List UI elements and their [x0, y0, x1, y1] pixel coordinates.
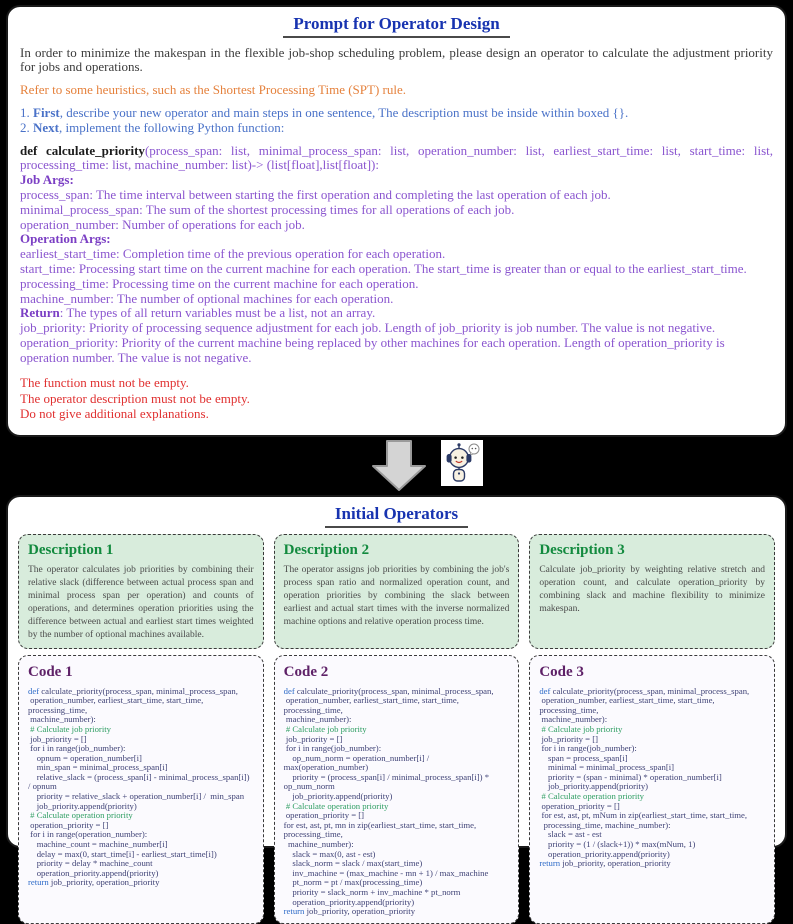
code-line: # Calculate operation priority	[28, 810, 133, 821]
constraints-list	[20, 375, 773, 422]
heuristic-hint-line: Refer to some heuristics, such as the Shortest Processing Time (SPT) rule.	[20, 82, 406, 98]
code-line: return job_priority, operation_priority	[28, 877, 160, 888]
operation-args-list	[20, 247, 773, 306]
code-line: # Calculate job priority	[539, 723, 623, 734]
code-line: for i in range(job_number):	[539, 743, 637, 754]
description-3-heading: Description 3	[539, 541, 625, 558]
code-line: for est, ast, pt, mn in zip(earliest_start_time, start_time, processing_time,	[283, 819, 479, 840]
description-card-3	[529, 534, 775, 649]
operation-args-heading: Operation Args:	[20, 231, 111, 247]
code-card-3	[529, 655, 775, 924]
code-line: operation_number, earliest_start_time, start_time, processing_time,	[28, 695, 206, 715]
text-line: job_priority: Priority of processing sequence adjustment for each job. Length of job_priority is job number. The value is not negative.	[20, 320, 716, 336]
code-line: job_priority = []	[539, 733, 599, 744]
job-args-heading: Job Args:	[20, 172, 74, 188]
function-def-name: def calculate_priority	[20, 142, 145, 158]
code-line: operation_priority = []	[28, 819, 109, 830]
code-line: operation_priority = []	[539, 800, 620, 811]
code-line: minimal = minimal_process_span[i]	[539, 762, 675, 773]
code-line: op_num_norm = operation_number[i] / max(operation_number)	[283, 752, 432, 773]
robot-glyph	[443, 442, 481, 484]
code-line: priority = relative_slack + operation_number[i] / min_span	[28, 791, 245, 802]
description-card-2	[274, 534, 520, 649]
code-line: # Calculate operation priority	[539, 791, 645, 802]
code-line: relative_slack = (process_span[i] - minimal_process_span[i]) / opnum	[28, 771, 252, 792]
text-line: operation_priority: Priority of the current machine being replaced by other machines for each operation. Length of operation_priority is operation number. The value is not negative.	[20, 334, 725, 365]
code-line: slack = ast - est	[539, 829, 602, 840]
return-variables-list	[20, 321, 773, 365]
text-line: processing_time: Processing time on the current machine for each operation.	[20, 275, 419, 291]
code-line: machine_number):	[283, 714, 352, 725]
function-signature	[20, 144, 773, 174]
code-line: processing_time, machine_number):	[539, 819, 671, 830]
code-line: machine_number):	[283, 839, 354, 850]
code-line: job_priority.append(priority)	[539, 781, 649, 792]
code-line: for i in range(operation_number):	[28, 829, 148, 840]
code-line: priority = delay * machine_count	[28, 858, 153, 869]
code-line: operation_priority.append(priority)	[28, 867, 159, 878]
step-2-text: , implement the following Python function:	[59, 119, 285, 135]
description-1-text: The operator calculates job priorities by combining their relative slack (difference between actual process span and minimal process span per operation) and counts of operations, and determines operation priorities using the difference between actual and earliest start times weighted by the number of optional machines available.	[28, 564, 254, 640]
text-line: The operator description must not be empty.	[20, 390, 250, 406]
step-1-text: , describe your new operator and main steps in one sentence, The description must be inside within boxed {}.	[59, 104, 629, 120]
down-arrow-icon	[368, 440, 430, 492]
code-line: operation_priority = []	[283, 810, 365, 821]
description-1-heading: Description 1	[28, 541, 114, 558]
code-line: # Calculate job priority	[28, 723, 111, 734]
function-def-params: (process_span: list, minimal_process_span: list, operation_number: list, earliest_start_time: list, start_time: list, processing_time: list, machine_number: list)-> (list[float],list[float]):	[20, 142, 773, 173]
step-1-keyword: First	[33, 104, 60, 120]
job-args-list	[20, 188, 773, 232]
code-line: job_priority.append(priority)	[283, 791, 393, 802]
code-line: span = process_span[i]	[539, 752, 628, 763]
code-line: job_priority = []	[28, 733, 87, 744]
step-2-number: 2.	[20, 119, 33, 135]
code-line: job_priority = []	[283, 733, 343, 744]
code-3-heading: Code 3	[539, 663, 584, 680]
code-line: operation_priority.append(priority)	[283, 896, 415, 907]
prompt-title-wrap	[20, 13, 773, 38]
code-1-listing	[28, 687, 254, 888]
description-cards-row	[18, 534, 775, 649]
code-line: priority = (1 / (slack+1)) * max(mNum, 1)	[539, 839, 696, 850]
step-1-number: 1.	[20, 104, 33, 120]
figure-page	[0, 5, 793, 917]
return-keyword: Return	[20, 305, 60, 321]
text-line: operation_number: Number of operations for each job.	[20, 216, 305, 232]
operators-title-wrap	[18, 503, 775, 528]
code-line: for i in range(job_number):	[28, 743, 126, 754]
code-line: opnum = operation_number[i]	[28, 752, 142, 763]
text-line: process_span: The time interval between starting the first operation and completing the last operation of each job.	[20, 186, 611, 202]
text-line: earliest_start_time: Completion time of the previous operation for each operation.	[20, 246, 446, 262]
code-2-listing	[284, 687, 510, 917]
description-3-text: Calculate job_priority by weighting relative stretch and operation count, and calculate operation_priority by combining slack and machine flexibility to minimize makespan.	[539, 564, 765, 614]
text-line: start_time: Processing start time on the current machine for each operation. The start_time is greater than or equal to the earliest_start_time.	[20, 260, 747, 276]
text-line: machine_number: The number of optional machines for each operation.	[20, 290, 394, 306]
prompt-intro-paragraph: In order to minimize the makespan in the flexible job-shop scheduling problem, please design an operator to calculate the adjustment priority for jobs and operations.	[20, 44, 773, 75]
initial-operators-panel	[6, 495, 787, 917]
code-line: slack = max(0, ast - est)	[283, 848, 376, 859]
code-line: delay = max(0, start_time[i] - earliest_start_time[i])	[28, 848, 217, 859]
code-line: operation_number, earliest_start_time, start_time, processing_time,	[539, 695, 717, 715]
code-line: def calculate_priority(process_span, minimal_process_span,	[539, 685, 750, 696]
description-2-heading: Description 2	[283, 541, 370, 558]
code-card-2	[274, 655, 520, 924]
code-cards-row	[18, 655, 775, 924]
return-text: : The types of all return variables must be a list, not an array.	[59, 305, 376, 321]
code-line: slack_norm = slack / max(start_time)	[283, 858, 423, 869]
code-line: return job_priority, operation_priority	[283, 906, 416, 917]
code-1-heading: Code 1	[28, 663, 73, 680]
text-line: Do not give additional explanations.	[20, 406, 209, 422]
prompt-panel-title: Prompt for Operator Design	[283, 13, 509, 38]
code-line: min_span = minimal_process_span[i]	[28, 762, 168, 773]
code-card-1	[18, 655, 264, 924]
code-line: machine_count = machine_number[i]	[28, 839, 168, 850]
code-line: for i in range(job_number):	[283, 743, 382, 754]
code-line: machine_number):	[28, 714, 96, 725]
operators-panel-title: Initial Operators	[325, 503, 468, 528]
code-line: priority = (process_span[i] / minimal_process_span[i]) * op_num_norm	[283, 771, 492, 792]
step-1	[20, 106, 773, 121]
code-line: operation_number, earliest_start_time, start_time, processing_time,	[283, 695, 462, 715]
code-3-listing	[539, 687, 765, 869]
code-line: pt_norm = pt / max(processing_time)	[283, 877, 423, 888]
code-line: job_priority.append(priority)	[28, 800, 137, 811]
code-line: def calculate_priority(process_span, minimal_process_span,	[28, 685, 238, 696]
prompt-panel	[6, 5, 787, 437]
code-line: operation_priority.append(priority)	[539, 848, 670, 859]
llm-robot-icon	[441, 440, 483, 486]
description-2-text: The operator assigns job priorities by combining the job's process span ratio and normalized operation count, and operation priorities by combining the slack between earliest and actual start times with the inverse normalized machine options and relative operation process time.	[283, 564, 510, 627]
code-2-heading: Code 2	[283, 663, 329, 680]
text-line: The function must not be empty.	[20, 375, 189, 391]
code-line: return job_priority, operation_priority	[539, 858, 671, 869]
code-line: priority = slack_norm + inv_machine * pt_norm	[283, 887, 461, 898]
transition-zone	[0, 437, 793, 495]
code-line: def calculate_priority(process_span, minimal_process_span,	[283, 685, 494, 696]
code-line: priority = (span - minimal) * operation_number[i]	[539, 771, 722, 782]
text-line: minimal_process_span: The sum of the shortest processing times for all operations of each job.	[20, 201, 515, 217]
return-spec-line	[20, 306, 773, 321]
description-card-1	[18, 534, 264, 649]
code-line: for est, ast, pt, mNum in zip(earliest_start_time, start_time,	[539, 810, 748, 821]
code-line: inv_machine = (max_machine - mn + 1) / max_machine	[283, 867, 489, 878]
code-line: # Calculate operation priority	[283, 800, 389, 811]
code-line: machine_number):	[539, 714, 608, 725]
step-2-keyword: Next	[33, 119, 59, 135]
code-line: # Calculate job priority	[283, 723, 367, 734]
instruction-steps	[20, 106, 773, 136]
step-2	[20, 121, 773, 136]
